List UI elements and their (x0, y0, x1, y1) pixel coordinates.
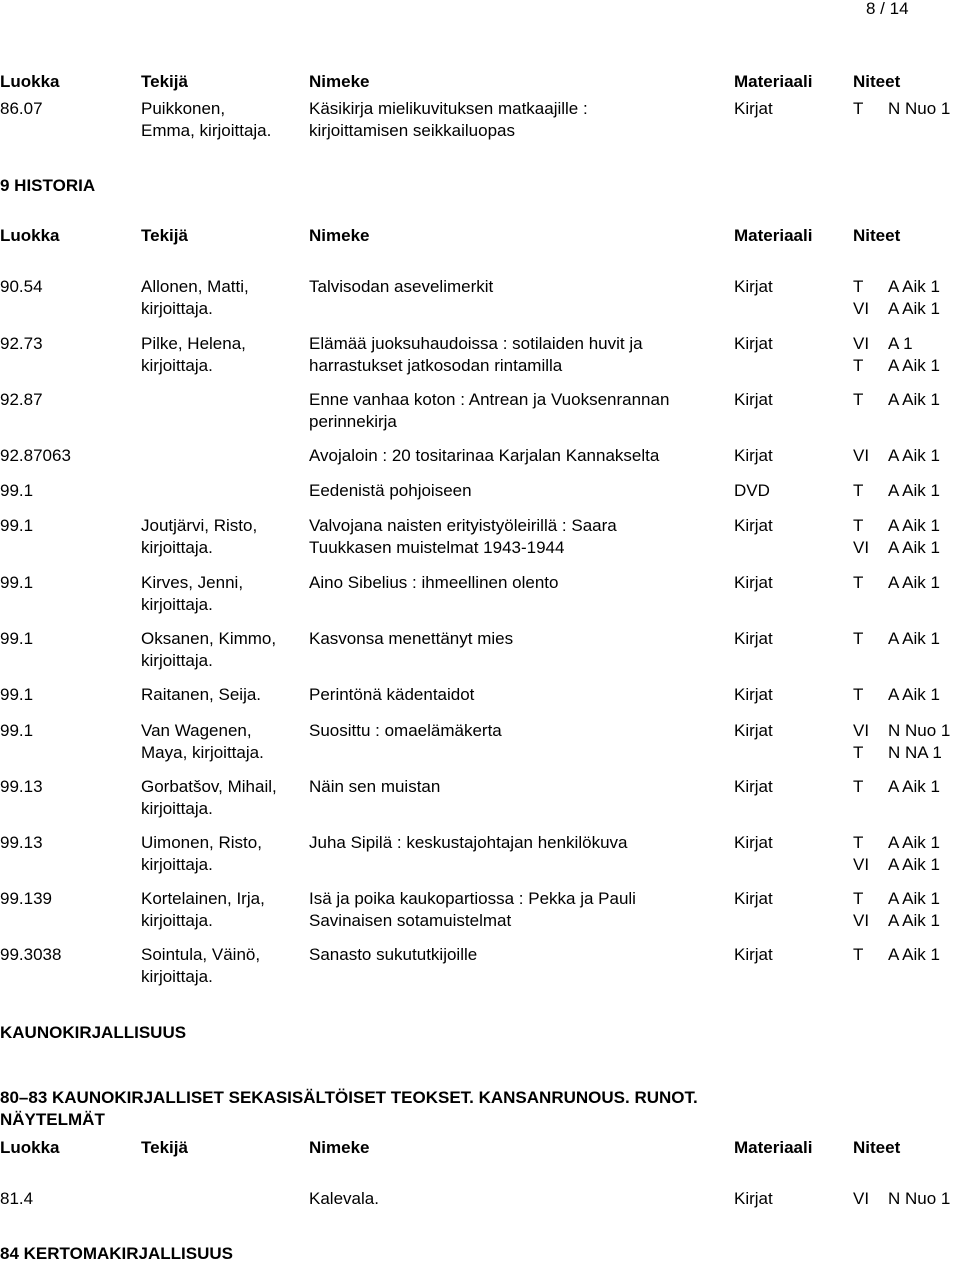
niteet-osasto: N Nuo 1 (888, 99, 951, 118)
luokka: 99.1 (0, 481, 34, 500)
tekija: Raitanen, Seija. (141, 685, 262, 704)
materiaali: Kirjat (734, 777, 773, 796)
luokka: 92.87 (0, 390, 43, 409)
tekija: Kirves, Jenni, kirjoittaja. (141, 573, 244, 614)
header-tekija: Tekijä (141, 72, 188, 91)
luokka: 92.73 (0, 334, 43, 353)
nimeke: Avojaloin : 20 tositarinaa Karjalan Kannakselta (309, 446, 660, 465)
materiaali: Kirjat (734, 833, 773, 852)
luokka: 92.87063 (0, 446, 71, 465)
nimeke: Sanasto sukututkijoille (309, 945, 478, 964)
nimeke: Enne vanhaa koton : Antrean ja Vuoksenrannan perinnekirja (309, 390, 670, 431)
nimeke: Elämää juoksuhaudoissa : sotilaiden huvit ja harrastukset jatkosodan rintamilla (309, 334, 643, 375)
luokka: 99.1 (0, 516, 34, 535)
luokka: 99.1 (0, 721, 34, 740)
materiaali: Kirjat (734, 446, 773, 465)
page-number: 8 / 14 (866, 0, 909, 18)
niteet-sijainti: T (853, 777, 864, 796)
header-nimeke: Nimeke (309, 72, 370, 91)
niteet-sijainti: T (853, 573, 864, 592)
tekija: Oksanen, Kimmo, kirjoittaja. (141, 629, 277, 670)
header-nimeke: Nimeke (309, 1138, 370, 1157)
niteet-sijainti: T (853, 629, 864, 648)
niteet-osasto: A Aik 1 (888, 390, 940, 409)
materiaali: Kirjat (734, 629, 773, 648)
niteet-sijainti: T (853, 99, 864, 118)
materiaali: Kirjat (734, 99, 773, 118)
niteet-osasto: A 1 A Aik 1 (888, 334, 940, 375)
nimeke: Juha Sipilä : keskustajohtajan henkilökuva (309, 833, 628, 852)
niteet-osasto: A Aik 1 A Aik 1 (888, 833, 940, 874)
materiaali: DVD (734, 481, 770, 500)
section-heading-kertomakirjallisuus: 84 KERTOMAKIRJALLISUUS (0, 1244, 233, 1263)
nimeke: Kasvonsa menettänyt mies (309, 629, 514, 648)
niteet-sijainti: VI T (853, 334, 870, 375)
nimeke: Isä ja poika kaukopartiossa : Pekka ja Pauli Savinaisen sotamuistelmat (309, 889, 636, 930)
niteet-osasto: N Nuo 1 N NA 1 (888, 721, 951, 762)
section-heading-historia: 9 HISTORIA (0, 176, 96, 195)
niteet-sijainti: T (853, 685, 864, 704)
luokka: 99.3038 (0, 945, 62, 964)
luokka: 86.07 (0, 99, 43, 118)
niteet-sijainti: VI T (853, 721, 870, 762)
niteet-osasto: A Aik 1 (888, 481, 940, 500)
header-materiaali: Materiaali (734, 72, 813, 91)
tekija: Allonen, Matti, kirjoittaja. (141, 277, 249, 318)
nimeke: Suosittu : omaelämäkerta (309, 721, 502, 740)
tekija: Uimonen, Risto, kirjoittaja. (141, 833, 262, 874)
tekija: Sointula, Väinö, kirjoittaja. (141, 945, 261, 986)
header-niteet: Niteet (853, 1138, 901, 1157)
header-luokka: Luokka (0, 226, 60, 245)
header-luokka: Luokka (0, 1138, 60, 1157)
nimeke: Käsikirja mielikuvituksen matkaajille : kirjoittamisen seikkailuopas (309, 99, 588, 140)
niteet-osasto: A Aik 1 A Aik 1 (888, 889, 940, 930)
nimeke: Eedenistä pohjoiseen (309, 481, 472, 500)
materiaali: Kirjat (734, 945, 773, 964)
niteet-sijainti: T VI (853, 833, 870, 874)
header-niteet: Niteet (853, 72, 901, 91)
header-tekija: Tekijä (141, 226, 188, 245)
header-luokka: Luokka (0, 72, 60, 91)
niteet-osasto: A Aik 1 (888, 629, 940, 648)
niteet-osasto: A Aik 1 (888, 945, 940, 964)
niteet-osasto: A Aik 1 (888, 777, 940, 796)
niteet-osasto: A Aik 1 (888, 685, 940, 704)
materiaali: Kirjat (734, 573, 773, 592)
tekija: Gorbatšov, Mihail, kirjoittaja. (141, 777, 277, 818)
luokka: 99.13 (0, 833, 43, 852)
luokka: 81.4 (0, 1189, 34, 1208)
niteet-osasto: A Aik 1 (888, 573, 940, 592)
nimeke: Aino Sibelius : ihmeellinen olento (309, 573, 559, 592)
luokka: 99.13 (0, 777, 43, 796)
niteet-osasto: A Aik 1 A Aik 1 (888, 516, 940, 557)
header-tekija: Tekijä (141, 1138, 188, 1157)
tekija: Joutjärvi, Risto, kirjoittaja. (141, 516, 258, 557)
niteet-sijainti: T (853, 945, 864, 964)
niteet-sijainti: T VI (853, 516, 870, 557)
header-niteet: Niteet (853, 226, 901, 245)
materiaali: Kirjat (734, 390, 773, 409)
materiaali: Kirjat (734, 889, 773, 908)
luokka: 99.1 (0, 573, 34, 592)
nimeke: Valvojana naisten erityistyöleirillä : Saara Tuukkasen muistelmat 1943-1944 (309, 516, 617, 557)
header-materiaali: Materiaali (734, 226, 813, 245)
materiaali: Kirjat (734, 334, 773, 353)
niteet-sijainti: VI (853, 1189, 870, 1208)
niteet-osasto: A Aik 1 A Aik 1 (888, 277, 940, 318)
niteet-osasto: A Aik 1 (888, 446, 940, 465)
section-heading-kaunokirjallisuus: KAUNOKIRJALLISUUS (0, 1023, 187, 1042)
section-heading-kaunokirjalliset: 80–83 KAUNOKIRJALLISET SEKASISÄLTÖISET TEOKSET. KANSANRUNOUS. RUNOT. NÄYTELMÄT (0, 1088, 698, 1129)
luokka: 90.54 (0, 277, 43, 296)
materiaali: Kirjat (734, 685, 773, 704)
niteet-sijainti: T (853, 390, 864, 409)
tekija: Puikkonen, Emma, kirjoittaja. (141, 99, 272, 140)
niteet-osasto: N Nuo 1 (888, 1189, 951, 1208)
niteet-sijainti: T VI (853, 277, 870, 318)
niteet-sijainti: T (853, 481, 864, 500)
luokka: 99.1 (0, 629, 34, 648)
nimeke: Talvisodan asevelimerkit (309, 277, 494, 296)
materiaali: Kirjat (734, 1189, 773, 1208)
luokka: 99.1 (0, 685, 34, 704)
header-nimeke: Nimeke (309, 226, 370, 245)
niteet-sijainti: T VI (853, 889, 870, 930)
nimeke: Näin sen muistan (309, 777, 441, 796)
nimeke: Kalevala. (309, 1189, 379, 1208)
tekija: Kortelainen, Irja, kirjoittaja. (141, 889, 265, 930)
luokka: 99.139 (0, 889, 52, 908)
nimeke: Perintönä kädentaidot (309, 685, 475, 704)
tekija: Van Wagenen, Maya, kirjoittaja. (141, 721, 264, 762)
materiaali: Kirjat (734, 721, 773, 740)
header-materiaali: Materiaali (734, 1138, 813, 1157)
materiaali: Kirjat (734, 516, 773, 535)
tekija: Pilke, Helena, kirjoittaja. (141, 334, 246, 375)
materiaali: Kirjat (734, 277, 773, 296)
niteet-sijainti: VI (853, 446, 870, 465)
